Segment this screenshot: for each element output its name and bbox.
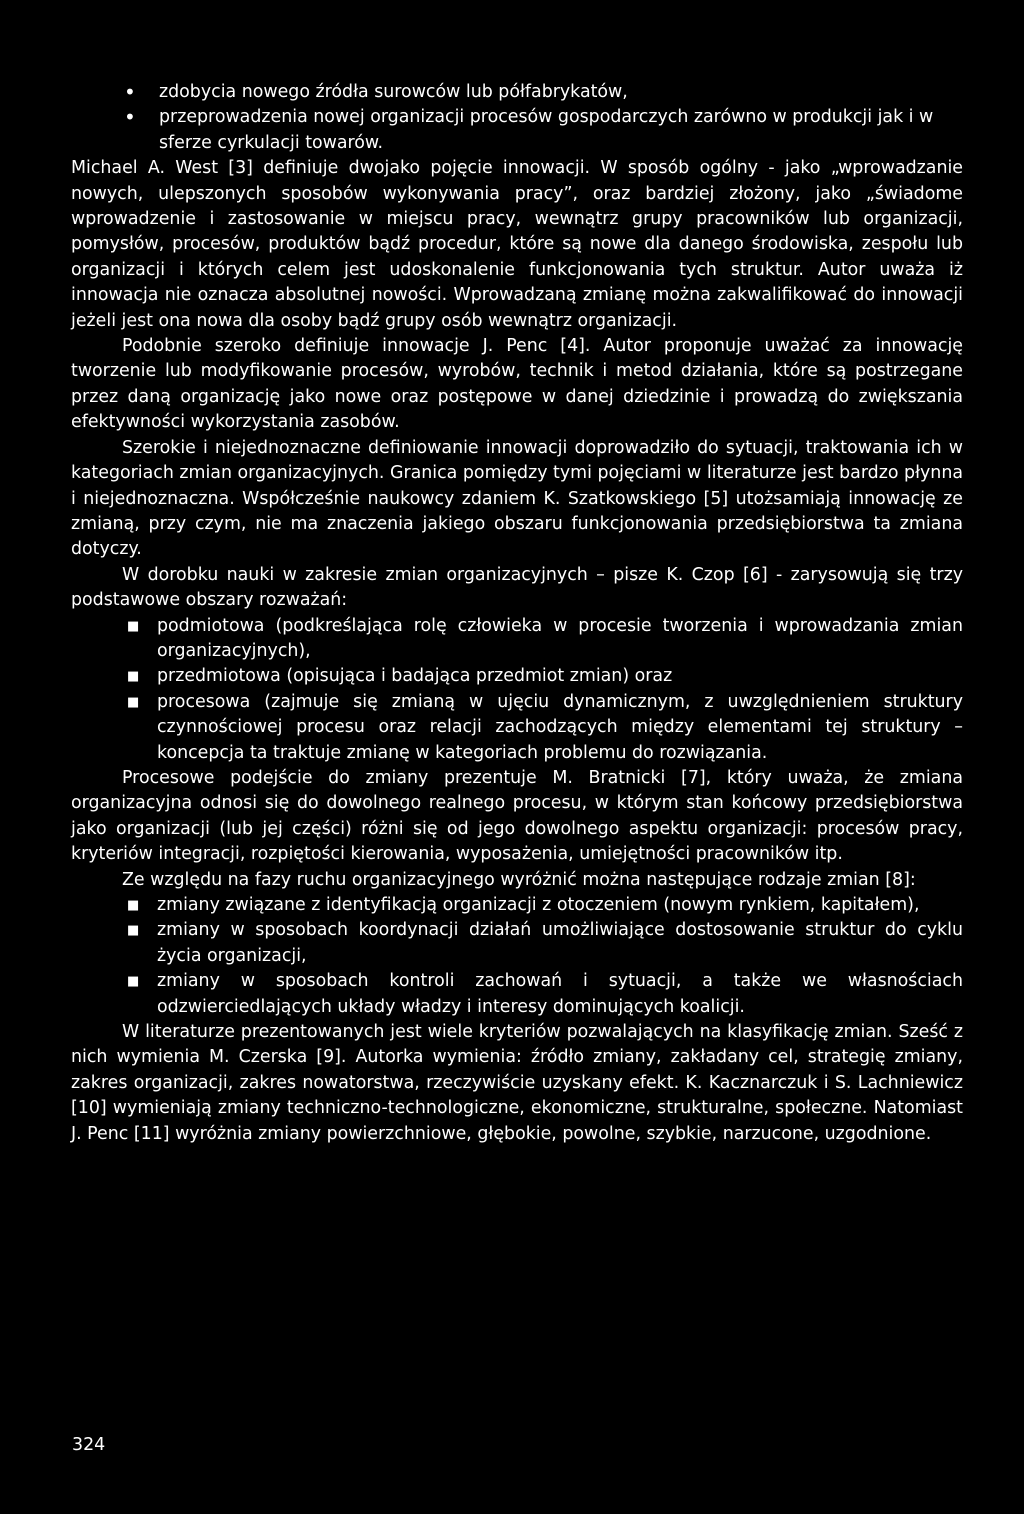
list-item — [71, 105, 963, 156]
list-item-text: zmiany w sposobach koordynacji działań umożliwiające dostosowanie struktur do cyklu życia organizacji, — [157, 920, 963, 966]
paragraph-bratnicki: Procesowe podejście do zmiany prezentuje M. Bratnicki [7], który uważa, że zmiana organizacyjna odnosi się do dowolnego realnego procesu, w którym stan końcowy przedsiębiorstwa jako organizacji (lub jej części) różni się od jego dowolnego aspektu organizacji: procesów pracy, kryteriów integracji, rozpiętości kierowania, wyposażenia, umiejętności pracowników itp. — [71, 767, 963, 865]
list-item-text: zmiany w sposobach kontroli zachowań i sytuacji, a także we własnościach odzwierciedlających układy władzy i interesy dominujących koalicji. — [157, 971, 963, 1017]
list-item — [71, 893, 963, 918]
bullet-list-czop — [71, 614, 963, 766]
list-item — [71, 664, 963, 689]
bullet-square-icon: ■ — [127, 974, 140, 990]
bullet-square-icon: ■ — [127, 898, 140, 913]
list-item — [71, 918, 963, 969]
list-item-text: procesowa (zajmuje się zmianą w ujęciu dynamicznym, z uwzględnieniem struktury czynnościowej procesu oraz relacji zachodzących między elementami tej struktury – koncepcja ta traktuje zmianę w kategoriach problemu do rozwiązania. — [157, 691, 963, 763]
list-item — [71, 80, 963, 105]
list-item-text: przeprowadzenia nowej organizacji procesów gospodarczych zarówno w produkcji jak i w sferze cyrkulacji towarów. — [159, 107, 934, 153]
list-item-text: zdobycia nowego źródła surowców lub półfabrykatów, — [159, 82, 628, 102]
paragraph-west: Michael A. West [3] definiuje dwojako pojęcie innowacji. W sposób ogólny - jako „wprowadzanie nowych, ulepszonych sposobów wykonywania pracy”, oraz bardziej złożony, jako „świadome wprowadzenie i zastosowanie w miejscu pracy, wewnątrz grupy pracowników lub organizacji, pomysłów, procesów, produktów bądź procedur, które są nowe dla danego środowiska, zespołu lub organizacji i których celem jest udoskonalenie funkcjonowania tych struktur. Autor uważa iż innowacja nie oznacza absolutnej nowości. Wprowadzaną zmianę można zakwalifikować do innowacji jeżeli jest ona nowa dla osoby bądź grupy osób wewnątrz organizacji. — [71, 158, 963, 331]
bullet-dot-icon: • — [124, 105, 136, 130]
paragraph-czop: W dorobku nauki w zakresie zmian organizacyjnych – pisze K. Czop [6] - zarysowują się trzy podstawowe obszary rozważań: — [71, 564, 963, 611]
bullet-square-icon: ■ — [127, 694, 140, 710]
bullet-dot-icon: • — [124, 80, 136, 104]
paragraph-penc: Podobnie szeroko definiuje innowacje J. Penc [4]. Autor proponuje uważać za innowację tworzenie lub modyfikowanie procesów, wyrobów, technik i metod działania, które są postrzegane przez daną organizację jako nowe oraz postępowe w danej dziedzinie i prowadzą do zwiększania efektywności wykorzystania zasobów. — [71, 336, 963, 433]
list-item — [71, 969, 963, 1020]
list-item — [71, 614, 963, 665]
page-number: 324 — [72, 1435, 106, 1455]
bullet-list-top — [71, 80, 963, 156]
paragraph-szatkowski: Szerokie i niejednoznaczne definiowanie innowacji doprowadziło do sytuacji, traktowania ich w kategoriach zmian organizacyjnych. Granica pomiędzy tymi pojęciami w literaturze jest bardzo płynna i niejednoznaczna. Współcześnie naukowcy zdaniem K. Szatkowskiego [5] utożsamiają innowację ze zmianą, przy czym, nie ma znaczenia jakiego obszaru funkcjonowania przedsiębiorstwa ta zmiana dotyczy. — [71, 437, 963, 560]
paragraph-fazy: Ze względu na fazy ruchu organizacyjnego wyróżnić można następujące rodzaje zmian [8]: — [122, 869, 916, 890]
list-item — [71, 690, 963, 766]
paragraph-czerska: W literaturze prezentowanych jest wiele kryteriów pozwalających na klasyfikację zmian. Sześć z nich wymienia M. Czerska [9]. Autorka wymienia: źródło zmiany, zakładany cel, strategię zmiany, zakres organizacji, zakres nowatorstwa, rzeczywiście uzyskany efekt. K. Kacznarczuk i S. Lachniewicz [10] wymieniają zmiany techniczno-technologiczne, ekonomiczne, strukturalne, społeczne. Natomiast J. Penc [11] wyróżnia zmiany powierzchniowe, głębokie, powolne, szybkie, narzucone, uzgodnione. — [71, 1022, 963, 1144]
list-item-text: podmiotowa (podkreślająca rolę człowieka w procesie tworzenia i wprowadzania zmian organizacyjnych), — [157, 615, 963, 661]
bullet-list-fazy — [71, 893, 963, 1020]
list-item-text: zmiany związane z identyfikacją organizacji z otoczeniem (nowym rynkiem, kapitałem), — [157, 895, 920, 915]
page-body — [71, 80, 963, 1147]
list-item-text: przedmiotowa (opisująca i badająca przedmiot zmian) oraz — [157, 666, 673, 687]
bullet-square-icon: ■ — [127, 923, 140, 939]
bullet-square-icon: ■ — [127, 618, 140, 634]
bullet-square-icon: ■ — [127, 669, 140, 685]
